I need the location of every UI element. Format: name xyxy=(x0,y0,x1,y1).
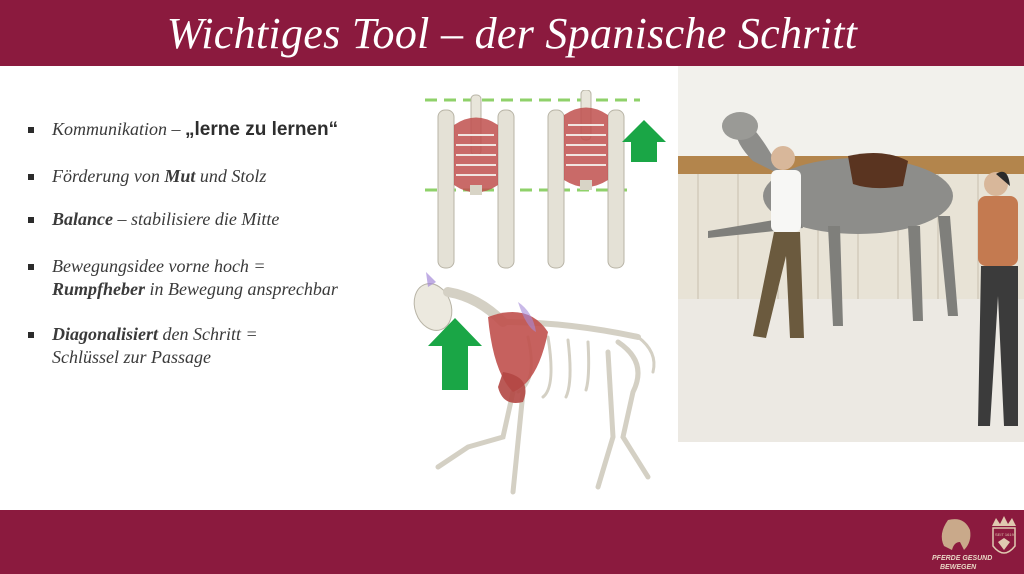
bullet-list xyxy=(24,118,404,369)
bullet-emphasis: Balance xyxy=(52,209,113,229)
horse-head-logo-icon xyxy=(942,519,971,550)
bullet-text-tail: den Schritt = xyxy=(158,324,258,344)
logo-text-line1: PFERDE GESUND xyxy=(932,555,993,562)
crest-text: SEIT 1619 xyxy=(995,532,1014,537)
training-photo xyxy=(678,66,1024,442)
footer-bar xyxy=(0,510,1024,574)
bullet-text: Förderung von xyxy=(52,166,165,186)
up-arrow-icon xyxy=(622,120,666,162)
thorax-right xyxy=(548,90,624,268)
bullet-item-balance xyxy=(24,208,404,231)
bullet-text: Bewegungsidee vorne hoch = xyxy=(52,256,266,276)
bullet-text-tail: in Bewegung ansprechbar xyxy=(145,279,338,299)
bullet-item-diagonalisiert xyxy=(24,323,404,369)
crest-icon xyxy=(992,516,1016,553)
bullet-text-tail: – stabilisiere die Mitte xyxy=(113,209,280,229)
bullet-text: Schlüssel zur Passage xyxy=(52,347,211,367)
bullet-text-tail: und Stolz xyxy=(195,166,267,186)
bullet-text: Kommunikation – xyxy=(52,119,185,139)
thorax-diagram xyxy=(420,90,675,270)
brand-logo xyxy=(930,512,1024,572)
thorax-left xyxy=(438,95,514,268)
bullet-item-mut xyxy=(24,165,404,188)
bullet-item-kommunikation xyxy=(24,118,404,141)
bullet-emphasis: „lerne zu lernen“ xyxy=(185,119,339,140)
horse-skeleton-diagram xyxy=(408,262,676,502)
logo-text-line2: BEWEGEN xyxy=(940,564,977,571)
bullet-item-bewegungsidee xyxy=(24,255,404,301)
bullet-emphasis: Rumpfheber xyxy=(52,279,146,299)
bullet-emphasis: Mut xyxy=(164,166,196,186)
slide-title: Wichtiges Tool – der Spanische Schritt xyxy=(166,8,858,58)
bullet-emphasis: Diagonalisiert xyxy=(52,324,159,344)
title-bar xyxy=(0,0,1024,66)
